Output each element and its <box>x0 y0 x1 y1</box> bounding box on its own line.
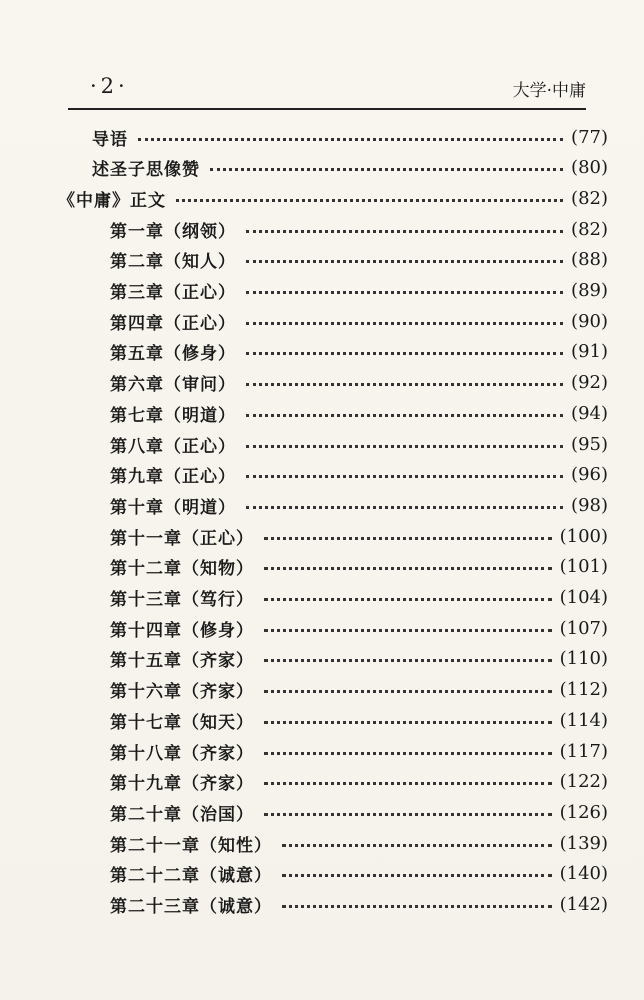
toc-entry-page: (90) <box>571 310 608 332</box>
toc-entry-label: 第十一章（正心） <box>110 528 254 549</box>
dot-leader <box>264 598 552 601</box>
toc-entry <box>110 828 608 858</box>
toc-entry-label: 第十四章（修身） <box>110 620 254 641</box>
toc-entry-label: 第三章（正心） <box>110 283 236 303</box>
dot-leader <box>282 844 552 847</box>
toc-entry <box>110 552 608 582</box>
toc-entry <box>58 183 608 213</box>
dot-leader <box>138 138 563 141</box>
toc-entry <box>110 767 608 797</box>
toc-entry-label: 第二十三章（诚意） <box>110 897 272 917</box>
toc-entry-label: 第二十一章（知性） <box>110 835 272 856</box>
dot-leader <box>264 567 552 570</box>
toc-entry-page: (142) <box>559 894 608 915</box>
toc-entry-page: (89) <box>571 280 608 301</box>
toc-entry <box>110 368 608 398</box>
toc-entry-page: (114) <box>559 709 608 731</box>
toc-entry <box>110 460 608 490</box>
toc-entry <box>110 583 608 613</box>
toc-entry-page: (139) <box>559 832 608 854</box>
toc-entry-label: 第十八章（齐家） <box>110 743 254 764</box>
toc-entry <box>92 122 608 152</box>
toc-entry <box>110 306 608 336</box>
page-number: ·2· <box>90 74 129 98</box>
toc-entry-label: 第九章（正心） <box>110 467 236 488</box>
toc-entry-label: 第十五章（齐家） <box>110 651 254 672</box>
dot-leader <box>246 260 563 263</box>
toc-entry-page: (96) <box>571 464 608 486</box>
dot-leader <box>264 782 552 785</box>
toc-entry-label: 第六章（审问） <box>110 375 236 396</box>
dot-leader <box>246 414 563 417</box>
toc-entry <box>110 337 608 367</box>
toc-entry-label: 第十九章（齐家） <box>110 774 254 795</box>
toc-entry <box>110 214 608 244</box>
toc-entry-page: (82) <box>571 218 608 240</box>
toc-entry <box>110 736 608 766</box>
dot-leader <box>264 752 552 755</box>
toc-entry-page: (77) <box>571 126 608 148</box>
toc-entry <box>110 521 608 551</box>
toc-entry-label: 第四章（正心） <box>110 313 236 334</box>
toc-entry-label: 《中庸》正文 <box>58 190 166 211</box>
dot-leader <box>210 168 563 171</box>
toc-entry <box>110 890 608 920</box>
toc-entry-label: 导语 <box>92 129 128 150</box>
toc-entry-label: 述圣子思像赞 <box>92 160 200 181</box>
toc-entry <box>110 797 608 827</box>
dot-leader <box>264 537 552 540</box>
dot-leader <box>246 506 563 509</box>
toc-entry-label: 第十六章（齐家） <box>110 682 254 703</box>
toc-entry-label: 第二十章（治国） <box>110 804 254 825</box>
toc-entry-label: 第十七章（知天） <box>110 712 254 733</box>
dot-leader <box>246 322 563 325</box>
toc-entry-label: 第十二章（知物） <box>110 559 254 580</box>
toc-entry-label: 第二章（知人） <box>110 252 236 273</box>
toc-entry-page: (91) <box>571 341 608 363</box>
toc-entry <box>110 398 608 428</box>
toc-entry-page: (126) <box>559 801 608 823</box>
dot-leader <box>264 721 552 724</box>
toc-entry-page: (112) <box>559 679 608 701</box>
toc-entry-label: 第八章（正心） <box>110 436 236 457</box>
toc-entry-page: (94) <box>571 402 608 424</box>
toc-entry-page: (88) <box>571 249 608 271</box>
toc-entry <box>110 644 608 674</box>
dot-leader <box>246 352 563 355</box>
dot-leader <box>176 199 563 202</box>
toc-entry <box>110 675 608 705</box>
toc-entry-label: 第五章（修身） <box>110 344 236 365</box>
toc-entry <box>110 490 608 520</box>
page-header <box>68 70 586 110</box>
toc-entry-page: (100) <box>559 525 608 547</box>
toc-entry-page: (110) <box>559 648 608 670</box>
running-title: 大学·中庸 <box>512 81 586 101</box>
toc-entry <box>110 276 608 306</box>
toc-entry <box>110 613 608 643</box>
toc-entry-label: 第十三章（笃行） <box>110 590 254 610</box>
toc-entry-page: (95) <box>571 433 608 455</box>
toc-entry-page: (92) <box>571 372 608 394</box>
toc-entry <box>110 429 608 459</box>
toc-entry-page: (104) <box>559 587 608 608</box>
toc-entry-page: (122) <box>559 771 608 793</box>
toc-entry-page: (117) <box>559 740 608 762</box>
toc-entry <box>110 245 608 275</box>
toc-entry-label: 第二十二章（诚意） <box>110 866 272 887</box>
dot-leader <box>264 659 552 662</box>
dot-leader <box>246 230 563 233</box>
toc-entry-page: (98) <box>571 494 608 516</box>
toc-entry-page: (101) <box>559 556 608 578</box>
toc-entry-label: 第一章（纲领） <box>110 221 236 242</box>
dot-leader <box>264 629 552 632</box>
dot-leader <box>264 813 552 816</box>
toc-entry-page: (140) <box>559 863 608 885</box>
toc-entry-label: 第七章（明道） <box>110 405 236 426</box>
toc-entry-label: 第十章（明道） <box>110 497 236 518</box>
toc-entry-page: (107) <box>559 617 608 639</box>
dot-leader <box>246 475 563 478</box>
dot-leader <box>246 383 563 386</box>
header-rule <box>68 108 586 110</box>
toc-entry-page: (82) <box>571 187 608 209</box>
toc-entry <box>110 859 608 889</box>
dot-leader <box>246 291 563 294</box>
toc-entry <box>110 705 608 735</box>
dot-leader <box>264 690 552 693</box>
dot-leader <box>282 905 552 908</box>
dot-leader <box>246 445 563 448</box>
dot-leader <box>282 874 552 877</box>
toc-entry-page: (80) <box>571 157 608 179</box>
toc-entry <box>92 153 608 183</box>
